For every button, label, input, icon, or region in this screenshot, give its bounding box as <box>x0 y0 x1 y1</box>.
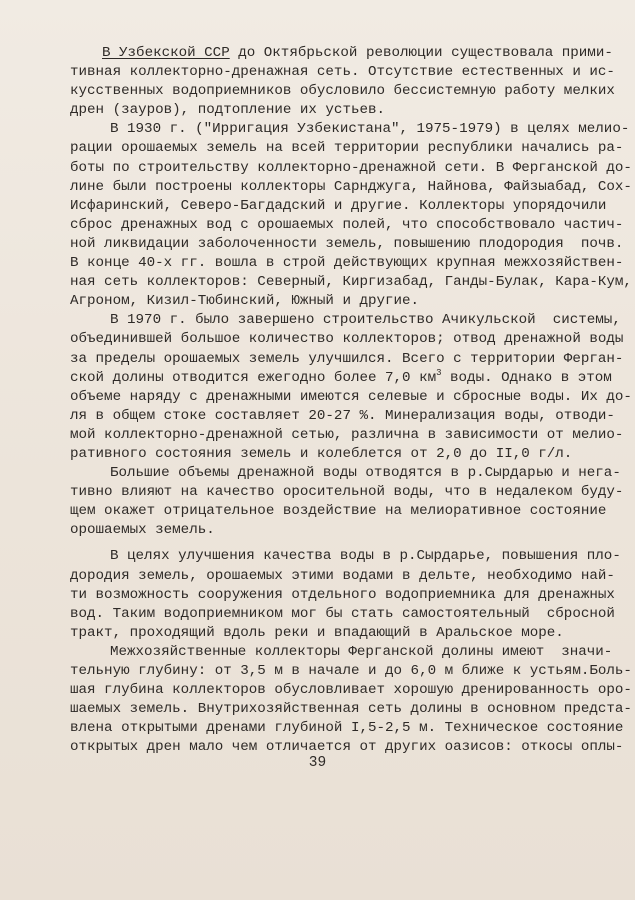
text-line: шаемых земель. Внутрихозяйственная сеть долины в основном предста- <box>70 701 632 718</box>
text-line: мой коллекторно-дренажной сетью, различна в зависимости от мелио- <box>70 426 624 443</box>
text-line: вод. Таким водоприемником мог бы стать самостоятельный сбросной <box>70 605 615 622</box>
text-line: тивно влияют на качество оросительной воды, что в недалеком буду- <box>70 484 624 501</box>
text-line: Большие объемы дренажной воды отводятся в р.Сырдарью и нега- <box>110 465 621 482</box>
underlined-heading: В Узбекской ССР <box>102 45 230 61</box>
text-line: В целях улучшения качества воды в р.Сырдарье, повышения пло- <box>110 548 621 565</box>
text-line: орошаемых земель. <box>70 522 215 539</box>
text-line: шая глубина коллекторов обусловливает хорошую дренированность оро- <box>70 682 632 699</box>
text-line: ративного состояния земель и колеблется от 2,0 до II,0 г/л. <box>70 445 573 462</box>
text-line: В Узбекской ССР до Октябрьской революции существовала прими- <box>102 45 613 61</box>
text-line: Агроном, Кизил-Тюбинский, Южный и другие. <box>70 293 420 310</box>
text-line: объеме наряду с дренажными имеются селевые и сбросные воды. Их до- <box>70 388 632 405</box>
text-line: за пределы орошаемых земель улучшился. Всего с территории Ферган- <box>70 350 624 367</box>
text-line: дородия земель, орошаемых этими водами в дельте, необходимо най- <box>70 567 615 584</box>
text-line: сброс дренажных вод с орошаемых полей, что способствовало частич- <box>70 216 624 233</box>
text-line: В конце 40-х гг. вошла в строй действующих крупная межхозяйствен- <box>70 255 624 272</box>
text-line: влена открытыми дренами глубиной I,5-2,5 м. Техническое состояние <box>70 720 624 737</box>
text-line: В 1930 г. ("Ирригация Узбекистана", 1975-1979) в целях мелио- <box>110 121 630 138</box>
text-line: открытых дрен мало чем отличается от других оазисов: откосы оплы- <box>70 739 624 756</box>
text-line: ля в общем стоке составляет 20-27 %. Минерализация воды, отводи- <box>70 407 615 424</box>
text-line: В 1970 г. было завершено строительство Ачикульской системы, <box>110 312 621 329</box>
body-text <box>70 44 632 757</box>
text-line: объединившей большое количество коллекторов; отвод дренажной воды <box>70 331 624 348</box>
text-line: дрен (зауров), подтопление их устьев. <box>70 102 386 119</box>
page-number: 39 <box>308 755 327 771</box>
text-line: ской долины отводится ежегодно более 7,0 $км^3$ воды. Однако в этом <box>70 367 612 386</box>
text-line: лине были построены коллекторы Сарнджуга, Найнова, Файзыабад, Сох- <box>70 178 632 195</box>
text-line: рации орошаемых земель на всей территории республики начались ра- <box>70 140 624 157</box>
text-line: Исфаринский, Северо-Багдадский и другие. Коллекторы упорядочили <box>70 197 607 214</box>
text-line: тивная коллекторно-дренажная сеть. Отсутствие естественных и ис- <box>70 64 615 81</box>
text-line: ной ликвидации заболоченности земель, повышению плодородия почв. <box>70 235 624 252</box>
text-line: боты по строительству коллекторно-дренажной сети. В Ферганской до- <box>70 159 632 176</box>
text-line: тельную глубину: от 3,5 м в начале и до 6,0 м ближе к устьям.Боль- <box>70 663 632 679</box>
superscript: 3 <box>436 367 442 378</box>
text-line: кусственных водоприемников обусловило бессистемную работу мелких <box>70 83 615 100</box>
text-line: щем окажет отрицательное воздействие на мелиоративное состояние <box>70 503 607 520</box>
text-line: Межхозяйственные коллекторы Ферганской долины имеют значи- <box>110 643 613 660</box>
text-line: ная сеть коллекторов: Северный, Киргизабад, Ганды-Булак, Кара-Кум, <box>70 274 632 291</box>
text-line: тракт, проходящий вдоль реки и впадающий в Аральское море. <box>70 624 564 641</box>
text-line: ти возможность сооружения отдельного водоприемника для дренажных <box>70 586 615 603</box>
